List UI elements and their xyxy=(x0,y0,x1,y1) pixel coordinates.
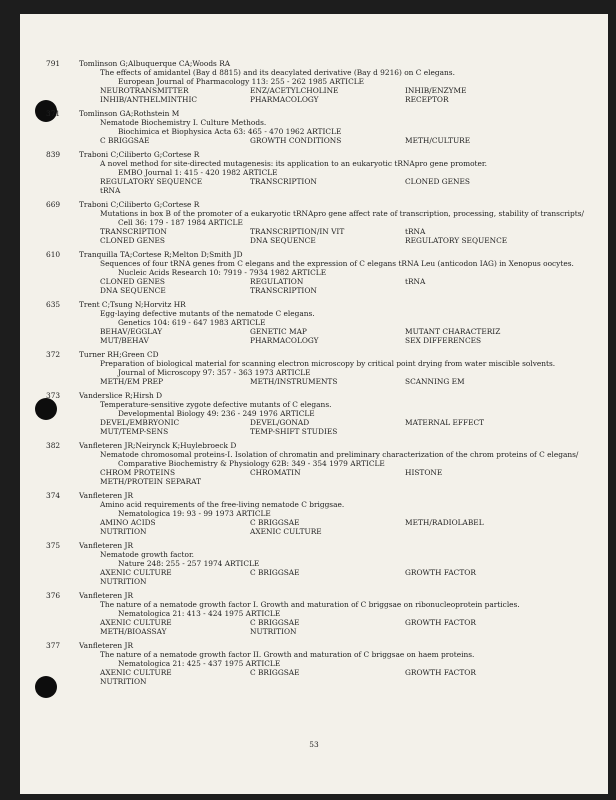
keyword-row xyxy=(20,677,608,686)
keyword: DNA SEQUENCE xyxy=(100,286,166,295)
entry-number: 375 xyxy=(46,541,61,550)
entry-number: 377 xyxy=(46,641,61,650)
keyword: METH/RADIOLABEL xyxy=(405,518,484,527)
bib-entry xyxy=(20,200,608,245)
keyword-row xyxy=(20,477,608,486)
entry-source-line xyxy=(20,218,608,227)
keyword: TRANSCRIPTION xyxy=(250,177,317,186)
entry-header-line xyxy=(20,250,608,259)
entry-number: 374 xyxy=(46,491,61,500)
keyword-row xyxy=(20,418,608,427)
keyword-row xyxy=(20,186,608,195)
entry-title-line xyxy=(20,159,608,168)
bibliography-list xyxy=(20,59,608,691)
entry-header-line xyxy=(20,491,608,500)
keyword-row xyxy=(20,286,608,295)
entry-source-line xyxy=(20,127,608,136)
entry-authors: Vanfleteren JR xyxy=(79,641,134,650)
keyword: NUTRITION xyxy=(100,577,147,586)
entry-source-line xyxy=(20,268,608,277)
keyword: SEX DIFFERENCES xyxy=(405,336,482,345)
keyword: MUTANT CHARACTERIZ xyxy=(405,327,501,336)
keyword-row xyxy=(20,86,608,95)
keyword: TRANSCRIPTION/IN VIT xyxy=(250,227,345,236)
entry-title: The effects of amidantel (Bay d 8815) and its deacylated derivative (Bay d 9216) on C elegans. xyxy=(100,68,455,77)
bib-entry xyxy=(20,591,608,636)
keyword-row xyxy=(20,136,608,145)
entry-source-line xyxy=(20,609,608,618)
keyword-row xyxy=(20,627,608,636)
keyword: GENETIC MAP xyxy=(250,327,307,336)
entry-title: Egg-laying defective mutants of the nematode C elegans. xyxy=(100,309,315,318)
entry-source-line xyxy=(20,77,608,86)
keyword: MUT/TEMP-SENS xyxy=(100,427,169,436)
entry-authors: Traboni C;Ciliberto G;Cortese R xyxy=(79,150,200,159)
entry-header-line xyxy=(20,200,608,209)
entry-source: Comparative Biochemistry & Physiology 62B: 349 - 354 1979 ARTICLE xyxy=(118,459,385,468)
bib-entry xyxy=(20,391,608,436)
entry-title: Sequences of four tRNA genes from C elegans and the expression of C elegans tRNA Leu (anticodon IAG) in Xenopus oocytes. xyxy=(100,259,574,268)
keyword: C BRIGGSAE xyxy=(250,668,300,677)
entry-number: 372 xyxy=(46,350,61,359)
entry-source: Nematologica 21: 425 - 437 1975 ARTICLE xyxy=(118,659,281,668)
keyword-row xyxy=(20,427,608,436)
bib-entry xyxy=(20,350,608,386)
keyword: C BRIGGSAE xyxy=(250,518,300,527)
keyword-row xyxy=(20,377,608,386)
keyword: TRANSCRIPTION xyxy=(250,286,317,295)
entry-source-line xyxy=(20,168,608,177)
keyword: GROWTH FACTOR xyxy=(405,618,476,627)
entry-title: Temperature-sensitive zygote defective mutants of C elegans. xyxy=(100,400,332,409)
keyword: C BRIGGSAE xyxy=(250,568,300,577)
entry-authors: Trent C;Tsung N;Horvitz HR xyxy=(79,300,186,309)
entry-source-line xyxy=(20,409,608,418)
entry-authors: Turner RH;Green CD xyxy=(79,350,159,359)
keyword: MATERNAL EFFECT xyxy=(405,418,485,427)
bib-entry xyxy=(20,150,608,195)
keyword: AXENIC CULTURE xyxy=(250,527,322,536)
keyword: GROWTH FACTOR xyxy=(405,568,476,577)
bib-entry xyxy=(20,491,608,536)
keyword: SCANNING EM xyxy=(405,377,465,386)
keyword: AMINO ACIDS xyxy=(100,518,156,527)
page-number: 53 xyxy=(309,740,319,749)
entry-authors: Vanfleteren JR xyxy=(79,491,134,500)
entry-authors: Vanderslice R;Hirsh D xyxy=(79,391,163,400)
keyword: INHIB/ANTHELMINTHIC xyxy=(100,95,198,104)
keyword-row xyxy=(20,277,608,286)
keyword: AXENIC CULTURE xyxy=(100,568,172,577)
entry-number: 839 xyxy=(46,150,61,159)
keyword: DEVEL/EMBRYONIC xyxy=(100,418,180,427)
keyword: REGULATION xyxy=(250,277,304,286)
entry-number: 382 xyxy=(46,441,61,450)
entry-source-line xyxy=(20,459,608,468)
entry-title: A novel method for site-directed mutagenesis: its application to an eukaryotic tRNApro gene promoter. xyxy=(100,159,487,168)
entry-source: Journal of Microscopy 97: 357 - 363 1973 ARTICLE xyxy=(118,368,311,377)
keyword-row xyxy=(20,668,608,677)
keyword: METH/INSTRUMENTS xyxy=(250,377,338,386)
entry-title-line xyxy=(20,600,608,609)
keyword: CLONED GENES xyxy=(405,177,470,186)
entry-title-line xyxy=(20,359,608,368)
keyword-row xyxy=(20,336,608,345)
keyword: MUT/BEHAV xyxy=(100,336,149,345)
entry-title-line xyxy=(20,309,608,318)
keyword: REGULATORY SEQUENCE xyxy=(100,177,203,186)
keyword-row xyxy=(20,577,608,586)
entry-title: Nematode Biochemistry I. Culture Methods. xyxy=(100,118,267,127)
keyword-row xyxy=(20,568,608,577)
entry-source: EMBO Journal 1: 415 - 420 1982 ARTICLE xyxy=(118,168,278,177)
entry-source: Nucleic Acids Research 10: 7919 - 7934 1982 ARTICLE xyxy=(118,268,327,277)
keyword: C BRIGGSAE xyxy=(250,618,300,627)
entry-authors: Traboni C;Ciliberto G;Cortese R xyxy=(79,200,200,209)
keyword: METH/PROTEIN SEPARAT xyxy=(100,477,201,486)
entry-source-line xyxy=(20,318,608,327)
entry-title-line xyxy=(20,550,608,559)
document-page xyxy=(20,14,608,794)
entry-source: Nature 248: 255 - 257 1974 ARTICLE xyxy=(118,559,260,568)
keyword: CLONED GENES xyxy=(100,236,165,245)
keyword: DNA SEQUENCE xyxy=(250,236,316,245)
entry-header-line xyxy=(20,391,608,400)
entry-title: Mutations in box B of the promoter of a eukaryotic tRNApro gene affect rate of transcription, processing, stability of transcripts/ xyxy=(100,209,584,218)
keyword: tRNA xyxy=(100,186,121,195)
keyword: INHIB/ENZYME xyxy=(405,86,467,95)
bib-entry xyxy=(20,59,608,104)
keyword: tRNA xyxy=(405,227,426,236)
entry-header-line xyxy=(20,150,608,159)
keyword: AXENIC CULTURE xyxy=(100,668,172,677)
bib-entry xyxy=(20,300,608,345)
entry-title-line xyxy=(20,650,608,659)
entry-authors: Tomlinson GA;Rothstein M xyxy=(79,109,180,118)
keyword: AXENIC CULTURE xyxy=(100,618,172,627)
entry-title: Nematode chromosomal proteins-I. Isolation of chromatin and preliminary characterization of the chrom proteins of C elegans/ xyxy=(100,450,579,459)
keyword: ENZ/ACETYLCHOLINE xyxy=(250,86,339,95)
entry-number: 376 xyxy=(46,591,61,600)
entry-number: 373 xyxy=(46,391,61,400)
keyword: NEUROTRANSMITTER xyxy=(100,86,189,95)
entry-number: 635 xyxy=(46,300,61,309)
entry-source: Nematologica 21: 413 - 424 1975 ARTICLE xyxy=(118,609,281,618)
entry-source-line xyxy=(20,659,608,668)
keyword-row xyxy=(20,327,608,336)
entry-title-line xyxy=(20,68,608,77)
entry-header-line xyxy=(20,300,608,309)
keyword: CHROM PROTEINS xyxy=(100,468,176,477)
entry-title-line xyxy=(20,259,608,268)
keyword-row xyxy=(20,618,608,627)
entry-title-line xyxy=(20,118,608,127)
keyword: C BRIGGSAE xyxy=(100,136,150,145)
entry-title-line xyxy=(20,209,608,218)
entry-header-line xyxy=(20,441,608,450)
entry-title: Preparation of biological material for scanning electron microscopy by critical point drying from water miscible solvents. xyxy=(100,359,556,368)
entry-source: Developmental Biology 49: 236 - 249 1976 ARTICLE xyxy=(118,409,315,418)
keyword: NUTRITION xyxy=(250,627,297,636)
keyword: METH/CULTURE xyxy=(405,136,471,145)
entry-header-line xyxy=(20,109,608,118)
keyword-row xyxy=(20,518,608,527)
entry-title-line xyxy=(20,400,608,409)
entry-title: The nature of a nematode growth factor I. Growth and maturation of C briggsae on ribonucleoprotein particles. xyxy=(100,600,520,609)
keyword: DEVEL/GONAD xyxy=(250,418,310,427)
keyword: GROWTH CONDITIONS xyxy=(250,136,342,145)
keyword-row xyxy=(20,227,608,236)
entry-source: Cell 36: 179 - 187 1984 ARTICLE xyxy=(118,218,243,227)
entry-source-line xyxy=(20,368,608,377)
keyword: tRNA xyxy=(405,277,426,286)
keyword: HISTONE xyxy=(405,468,443,477)
entry-source-line xyxy=(20,559,608,568)
keyword: NUTRITION xyxy=(100,527,147,536)
entry-header-line xyxy=(20,59,608,68)
keyword: CHROMATIN xyxy=(250,468,301,477)
entry-number: 371 xyxy=(46,109,61,118)
bib-entry xyxy=(20,541,608,586)
entry-title-line xyxy=(20,500,608,509)
entry-header-line xyxy=(20,641,608,650)
entry-authors: Vanfleteren JR xyxy=(79,591,134,600)
keyword: PHARMACOLOGY xyxy=(250,95,319,104)
bib-entry xyxy=(20,641,608,686)
entry-source: Genetics 104: 619 - 647 1983 ARTICLE xyxy=(118,318,266,327)
keyword: PHARMACOLOGY xyxy=(250,336,319,345)
keyword: BEHAV/EGGLAY xyxy=(100,327,163,336)
entry-authors: Vanfleteren JR xyxy=(79,541,134,550)
keyword: METH/EM PREP xyxy=(100,377,164,386)
entry-authors: Vanfleteren JR;Neirynck K;Huylebroeck D xyxy=(79,441,237,450)
entry-number: 610 xyxy=(46,250,61,259)
keyword: TRANSCRIPTION xyxy=(100,227,167,236)
entry-header-line xyxy=(20,591,608,600)
entry-authors: Tomlinson G;Albuquerque CA;Woods RA xyxy=(79,59,231,68)
entry-header-line xyxy=(20,541,608,550)
entry-source: Nematologica 19: 93 - 99 1973 ARTICLE xyxy=(118,509,271,518)
entry-authors: Tranquilla TA;Cortese R;Melton D;Smith JD xyxy=(79,250,243,259)
keyword: NUTRITION xyxy=(100,677,147,686)
keyword-row xyxy=(20,527,608,536)
keyword-row xyxy=(20,468,608,477)
entry-title: Nematode growth factor. xyxy=(100,550,195,559)
entry-title-line xyxy=(20,450,608,459)
entry-title: Amino acid requirements of the free-living nematode C briggsae. xyxy=(100,500,345,509)
keyword: GROWTH FACTOR xyxy=(405,668,476,677)
entry-source: Biochimica et Biophysica Acta 63: 465 - 470 1962 ARTICLE xyxy=(118,127,342,136)
keyword: METH/BIOASSAY xyxy=(100,627,167,636)
keyword: CLONED GENES xyxy=(100,277,165,286)
entry-source-line xyxy=(20,509,608,518)
bib-entry xyxy=(20,109,608,145)
keyword-row xyxy=(20,177,608,186)
keyword-row xyxy=(20,95,608,104)
entry-number: 791 xyxy=(46,59,61,68)
bib-entry xyxy=(20,441,608,486)
keyword: REGULATORY SEQUENCE xyxy=(405,236,508,245)
entry-source: European Journal of Pharmacology 113: 255 - 262 1985 ARTICLE xyxy=(118,77,365,86)
entry-header-line xyxy=(20,350,608,359)
keyword: TEMP-SHIFT STUDIES xyxy=(250,427,338,436)
keyword-row xyxy=(20,236,608,245)
entry-number: 669 xyxy=(46,200,61,209)
entry-title: The nature of a nematode growth factor II. Growth and maturation of C briggsae on haem proteins. xyxy=(100,650,475,659)
bib-entry xyxy=(20,250,608,295)
keyword: RECEPTOR xyxy=(405,95,449,104)
